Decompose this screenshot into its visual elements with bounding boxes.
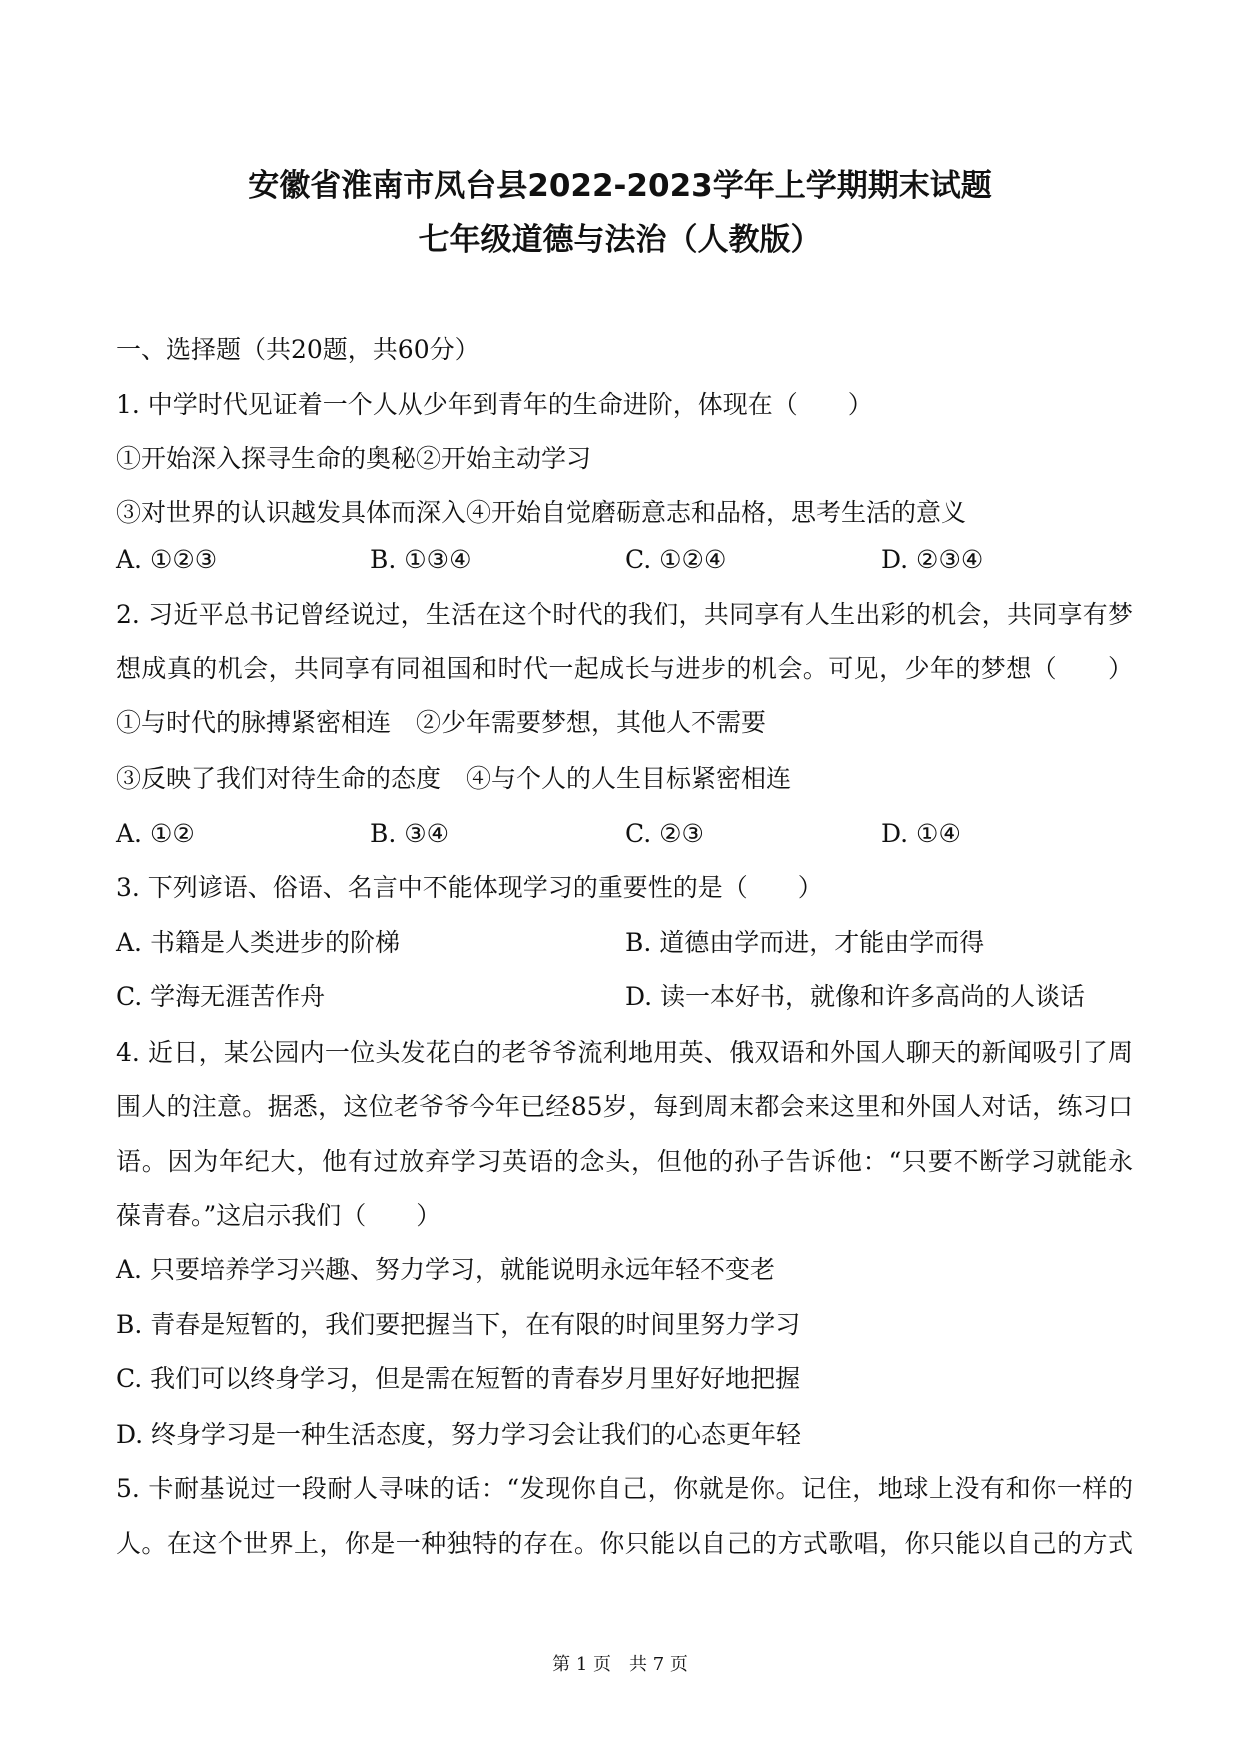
option-c: C. ①②④ bbox=[625, 545, 727, 574]
option-c: C. 学海无涯苦作舟 bbox=[116, 982, 326, 1011]
option-a: A. ①②③ bbox=[116, 545, 218, 574]
statement-line: ③反映了我们对待生命的态度 ④与个人的人生目标紧密相连 bbox=[116, 764, 792, 793]
option-b: B. ①③④ bbox=[370, 545, 472, 574]
option-a: A. ①② bbox=[116, 819, 195, 848]
option-b: B. ③④ bbox=[370, 819, 450, 848]
option-d: D. ①④ bbox=[881, 819, 961, 848]
question-stem: 围人的注意。据悉，这位老爷爷今年已经85岁，每到周末都会来这里和外国人对话，练习口 bbox=[116, 1092, 1133, 1121]
option-a: A. 只要培养学习兴趣、努力学习，就能说明永远年轻不变老 bbox=[116, 1255, 775, 1284]
question-stem: 2. 习近平总书记曾经说过，生活在这个时代的我们，共同享有人生出彩的机会，共同享有梦 bbox=[116, 600, 1133, 629]
section-heading: 一、选择题（共20题，共60分） bbox=[116, 335, 480, 364]
option-d: D. 终身学习是一种生活态度，努力学习会让我们的心态更年轻 bbox=[116, 1420, 802, 1449]
option-c: C. 我们可以终身学习，但是需在短暂的青春岁月里好好地把握 bbox=[116, 1364, 801, 1393]
question-stem: 1. 中学时代见证着一个人从少年到青年的生命进阶，体现在（ ） bbox=[116, 390, 873, 419]
option-b: B. 道德由学而进，才能由学而得 bbox=[625, 928, 985, 957]
option-d: D. ②③④ bbox=[881, 545, 984, 574]
statement-line: ①与时代的脉搏紧密相连 ②少年需要梦想，其他人不需要 bbox=[116, 708, 767, 737]
document-title: 安徽省淮南市凤台县2022-2023学年上学期期末试题 bbox=[248, 168, 992, 204]
option-c: C. ②③ bbox=[625, 819, 704, 848]
question-stem: 5. 卡耐基说过一段耐人寻味的话：“发现你自己，你就是你。记住，地球上没有和你一样的 bbox=[116, 1474, 1133, 1503]
page-footer: 第 1 页 共 7 页 bbox=[552, 1654, 688, 1675]
statement-line: ③对世界的认识越发具体而深入④开始自觉磨砺意志和品格，思考生活的意义 bbox=[116, 498, 967, 527]
question-stem: 人。在这个世界上，你是一种独特的存在。你只能以自己的方式歌唱，你只能以自己的方式 bbox=[116, 1529, 1133, 1558]
document-subtitle: 七年级道德与法治（人教版） bbox=[418, 222, 822, 258]
statement-line: ①开始深入探寻生命的奥秘②开始主动学习 bbox=[116, 444, 592, 473]
option-d: D. 读一本好书，就像和许多高尚的人谈话 bbox=[625, 982, 1086, 1011]
question-stem: 语。因为年纪大，他有过放弃学习英语的念头，但他的孙子告诉他：“只要不断学习就能永 bbox=[116, 1147, 1133, 1176]
question-stem: 葆青春。”这启示我们（ ） bbox=[116, 1201, 442, 1230]
question-stem: 4. 近日，某公园内一位头发花白的老爷爷流利地用英、俄双语和外国人聊天的新闻吸引了周 bbox=[116, 1038, 1133, 1067]
option-b: B. 青春是短暂的，我们要把握当下，在有限的时间里努力学习 bbox=[116, 1310, 801, 1339]
question-stem: 想成真的机会，共同享有同祖国和时代一起成长与进步的机会。可见，少年的梦想（ ） bbox=[116, 654, 1133, 683]
option-a: A. 书籍是人类进步的阶梯 bbox=[116, 928, 400, 957]
question-stem: 3. 下列谚语、俗语、名言中不能体现学习的重要性的是（ ） bbox=[116, 873, 823, 902]
